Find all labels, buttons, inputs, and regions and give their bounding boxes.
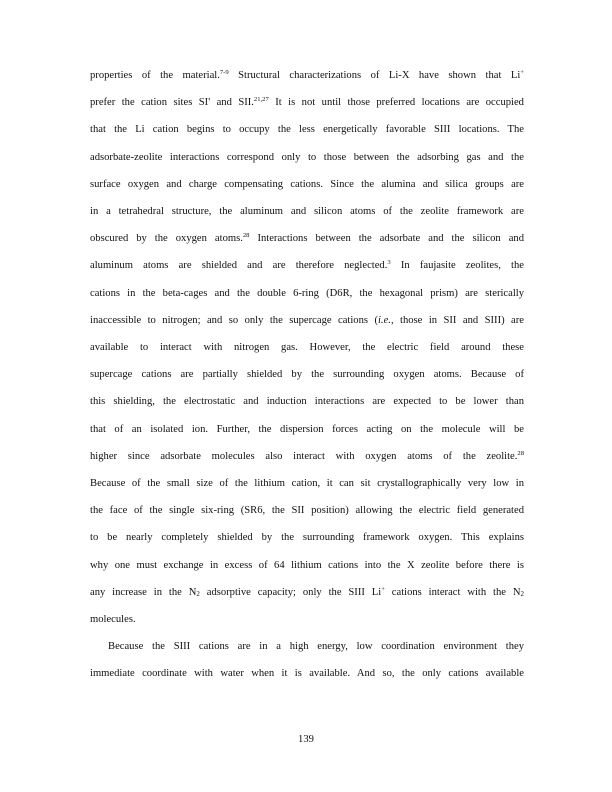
text-line: supercage cations are partially shielded by the surrounding oxygen atoms. Because of xyxy=(90,369,524,381)
citation-superscript: 28 xyxy=(242,232,250,240)
text-line: Because of the small size of the lithium cation, it can sit crystallographically very low in xyxy=(90,478,524,490)
paragraph-1 xyxy=(90,62,524,633)
subscript: 2 xyxy=(196,589,200,598)
text-line: any increase in the $N_2$ adsorptive capacity; only the SIII Li+ cations interact with the $N_2$ xyxy=(90,585,525,598)
text-line: available to interact with nitrogen gas. However, the electric field around these xyxy=(90,342,524,354)
charge-superscript: + xyxy=(381,585,385,593)
body-text xyxy=(90,62,524,688)
subscript: 2 xyxy=(520,589,525,598)
text-line: cations in the beta-cages and the double 6-ring (D6R, the hexagonal prism) are sterically xyxy=(90,287,524,299)
citation-superscript: 7-9 xyxy=(219,69,229,76)
text-line: surface oxygen and charge compensating cations. Since the alumina and silica groups are xyxy=(90,178,524,190)
text-line: that of an isolated ion. Further, the dispersion forces acting on the molecule will be xyxy=(90,423,524,435)
text-line: Because the SIII cations are in a high energy, low coordination environment they xyxy=(108,641,524,653)
text-line: why one must exchange in excess of 64 lithium cations into the X zeolite before there is xyxy=(90,559,524,571)
text-line: properties of the material.$^{7-9}$ Structural characterizations of Li-X have shown that Li+ xyxy=(90,69,524,81)
text-line: higher since adsorbate molecules also interact with oxygen atoms of the zeolite.$^{28}$ xyxy=(90,449,524,462)
text-line: obscured by the oxygen atoms.$^{28}$ Interactions between the adsorbate and the silicon and xyxy=(90,232,524,245)
text-line: this shielding, the electrostatic and induction interactions are expected to be lower than xyxy=(90,396,524,408)
italic-abbrev: i.e. xyxy=(377,314,391,326)
text-line: aluminum atoms are shielded and are therefore neglected.$^3$ In faujasite zeolites, the xyxy=(90,259,524,272)
text-line: in a tetrahedral structure, the aluminum and silicon atoms of the zeolite framework are xyxy=(90,206,524,218)
paragraph-2 xyxy=(90,633,524,687)
charge-superscript: + xyxy=(520,69,524,76)
text-line: molecules. xyxy=(90,614,136,626)
text-line: immediate coordinate with water when it is available. And so, the only cations available xyxy=(90,668,524,680)
citation-superscript: 21,27 xyxy=(253,96,269,104)
page-number: 139 xyxy=(298,734,314,745)
citation-superscript: 3 xyxy=(387,259,391,267)
text-line: to be nearly completely shielded by the surrounding framework oxygen. This explains xyxy=(90,532,524,544)
text-line: the face of the single six-ring (SR6, the SII position) allowing the electric field generated xyxy=(90,505,524,517)
text-line: that the Li cation begins to occupy the less energetically favorable SIII locations. The xyxy=(90,124,524,136)
citation-superscript: 28 xyxy=(517,449,524,457)
text-line: inaccessible to nitrogen; and so only the supercage cations (i.e., those in SII and SIII) are xyxy=(90,314,524,326)
text-line: adsorbate-zeolite interactions correspond only to those between the adsorbing gas and the xyxy=(90,151,524,163)
text-line: prefer the cation sites SI' and SII.$^{21,27}$ It is not until those preferred locations are occupied xyxy=(90,96,524,109)
